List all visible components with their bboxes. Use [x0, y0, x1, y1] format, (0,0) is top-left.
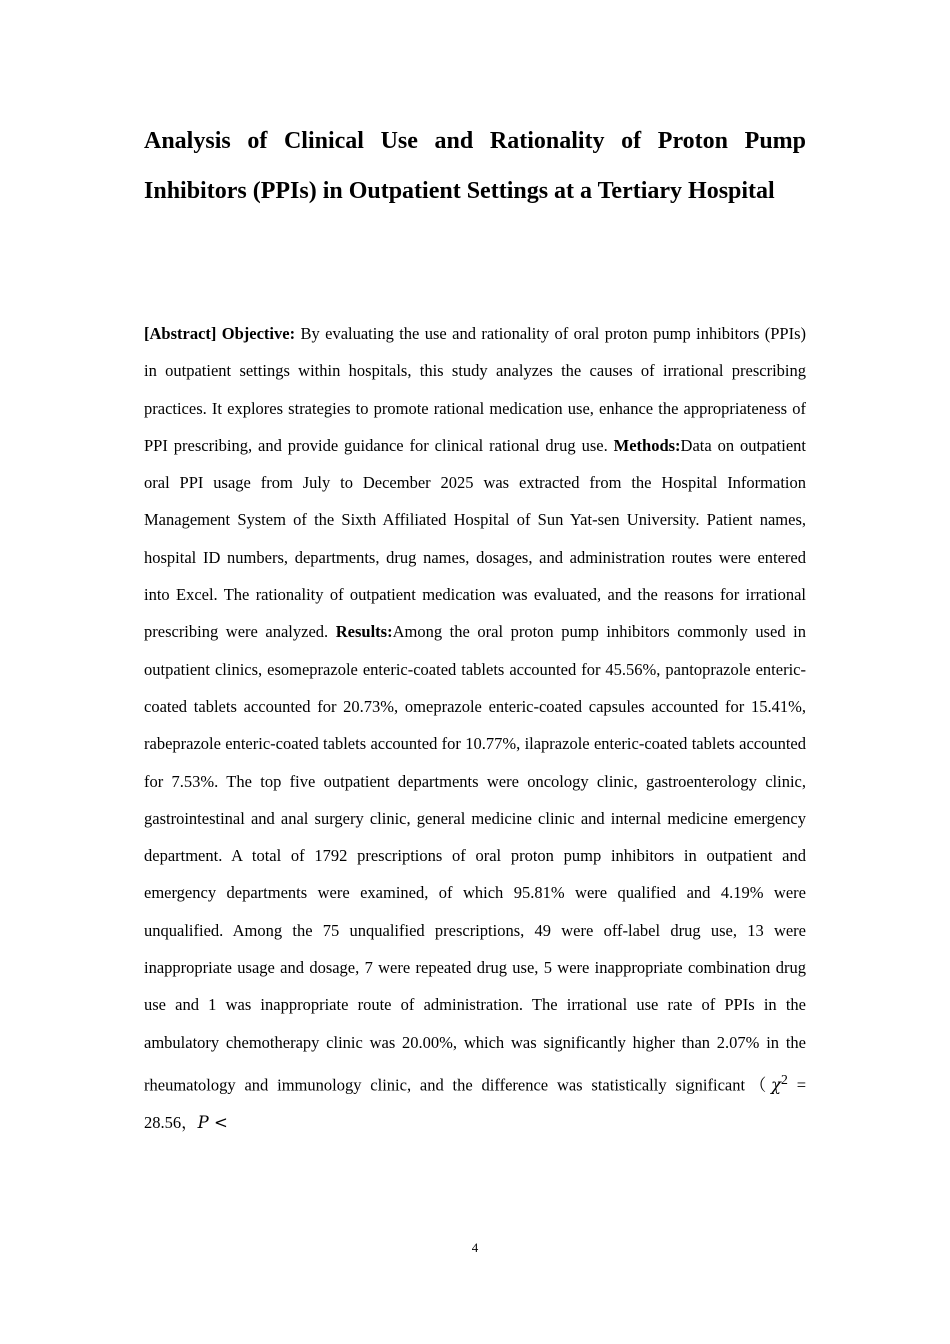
- stat-open-paren: （: [745, 1075, 771, 1095]
- chi-square-symbol: χ: [771, 1075, 781, 1095]
- chi-square-exponent: 2: [781, 1071, 788, 1087]
- chi-square-value: = 28.56，: [144, 1075, 807, 1132]
- results-text: Among the oral proton pump inhibitors commonly used in outpatient clinics, esomeprazole enteric-coated tablets accounted for 45.56%, pantoprazole enteric-coated tablets accounted for 20.73%, omeprazole enteric-coated capsules accounted for 15.41%, rabeprazole enteric-coated tablets accounted for 10.77%, ilaprazole enteric-coated tablets accounted for 7.53%. The top five outpatient departments were oncology clinic, gastroenterology clinic, gastrointestinal and anal surgery clinic, general medicine clinic and internal medicine emergency department. A total of 1792 prescriptions of oral proton pump inhibitors in outpatient and emergency departments were examined, of which 95.81% were qualified and 4.19% were unqualified. Among the 75 unqualified prescriptions, 49 were off-label drug use, 13 were inappropriate usage and dosage, 7 were repeated drug use, 5 were inappropriate combination drug use and 1 was inappropriate route of administration. The irrational use rate of PPIs in the ambulatory chemotherapy clinic was 20.00%, which was significantly higher than 2.07% in the rheumatology and immunology clinic, and the difference was statistically significant: [144, 622, 806, 1095]
- methods-text: Data on outpatient oral PPI usage from July to December 2025 was extracted from the Hospital Information Management System of the Sixth Affiliated Hospital of Sun Yat-sen University. Patient names, hospital ID numbers, departments, drug names, dosages, and administration routes were entered into Excel. The rationality of outpatient medication was evaluated, and the reasons for irrational prescribing were analyzed.: [144, 435, 806, 642]
- paper-title: Analysis of Clinical Use and Rationality of Proton Pump Inhibitors (PPIs) in Outpatient Settings at a Tertiary Hospital: [144, 128, 806, 204]
- results-heading: Results:: [335, 622, 393, 642]
- objective-text: By evaluating the use and rationality of oral proton pump inhibitors (PPIs) in outpatient settings within hospitals, this study analyzes the causes of irrational prescribing practices. It explores strategies to promote rational medication use, enhance the appropriateness of PPI prescribing, and provide guidance for clinical rational drug use.: [144, 324, 807, 455]
- methods-heading: Methods:: [613, 435, 681, 455]
- objective-heading: Objective:: [221, 324, 296, 343]
- page-number: 4: [471, 1240, 479, 1255]
- p-value-text: P <: [197, 1112, 228, 1132]
- abstract-label: [Abstract]: [144, 324, 217, 343]
- abstract-paragraph: [144, 315, 806, 1141]
